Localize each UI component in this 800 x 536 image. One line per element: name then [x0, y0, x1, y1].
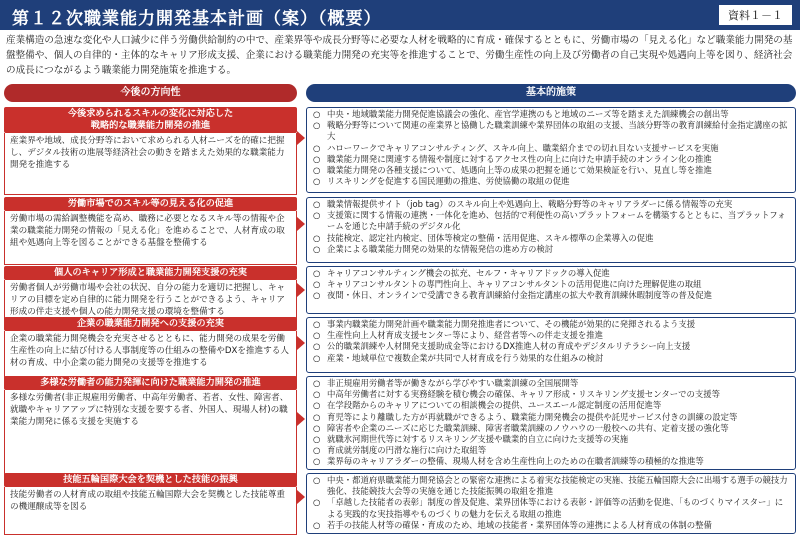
circle-bullet-icon: ○ — [313, 210, 321, 221]
measure-text: 障害者や企業のニーズに応じた職業訓練、障害者職業訓練のノウハウの一般校への共有、定着支援の強化等 — [327, 422, 729, 433]
arrow-right-icon — [297, 412, 305, 426]
measure-item — [311, 353, 791, 364]
circle-bullet-icon: ○ — [313, 519, 321, 530]
direction-heading: 多様な労働者の能力発揮に向けた職業能力開発の推進 — [4, 376, 297, 390]
measure-item — [311, 268, 791, 279]
direction-description: 労働者個人が労働市場や会社の状況、自分の能力を適切に把握し、キャリアの目標を定め自律的に能力開発を行うことができるよう、キャリア形成の伴走支援や個人の能力開発支援の環境を整備する — [4, 280, 297, 327]
measure-item — [311, 389, 791, 400]
circle-bullet-icon: ○ — [313, 120, 321, 131]
measure-text: ハローワークでキャリアコンサルティング、スキル向上、職業紹介までの切れ目ない支援サービスを実施 — [327, 142, 719, 153]
measure-item — [311, 165, 791, 176]
measure-text: キャリアコンサルティング機会の拡充、セルフ・キャリアドックの導入促進 — [327, 268, 610, 278]
measures-block — [306, 266, 796, 314]
measure-item — [311, 341, 791, 352]
measure-text: 産業・地域単位で複数企業が共同で人材育成を行う効果的な仕組みの検討 — [327, 352, 604, 363]
measure-text: 非正規雇用労働者等が働きながら学びやすい職業訓練の全国展開等 — [327, 378, 579, 388]
circle-bullet-icon: ○ — [313, 378, 321, 388]
measure-text: 業界毎のキャリアラダーの整備、現場人材を含め生産性向上のための在職者訓練等の積極的な推進等 — [327, 456, 704, 467]
measure-text: 企業による職業能力開発の効果的な情報発信の進め方の検討 — [327, 243, 554, 254]
circle-bullet-icon: ○ — [313, 165, 321, 176]
measure-text: 戦略分野等について関連の産業界と協働した職業訓練や業界団体の取組の支援、当該分野等の教育訓練給付金指定講座の拡大 — [327, 120, 788, 142]
measure-text: 中高年労働者に対する実務経験を積む機会の確保、キャリア形成・リスキリング支援センターでの支援等 — [327, 389, 720, 400]
measure-item — [311, 290, 791, 301]
measure-item — [311, 109, 791, 120]
direction-description: 技能労働者の人材育成の取組や技能五輪国際大会を契機とした技能尊重の機運醸成等を図る — [4, 487, 297, 535]
measure-item — [311, 143, 791, 154]
measure-text: 公的職業訓練や人材開発支援助成金等におけるDX推進人材の育成やデジタルリテラシー向上支援 — [327, 341, 691, 352]
measure-item — [311, 497, 791, 519]
document-label: 資料１－１ — [719, 5, 792, 25]
measure-text: 職業能力開発に関連する情報や制度に対するアクセス性の向上に向けた申請手続のオンライン化の推進 — [327, 153, 712, 164]
direction-description: 産業界や地域、成長分野等において求められる人材ニーズを的確に把握し、デジタル技術の進展等経済社会の動きを踏まえた効果的な職業能力開発を推進する — [4, 133, 297, 195]
measure-item — [311, 520, 791, 531]
circle-bullet-icon: ○ — [313, 319, 321, 329]
direction-description: 多様な労働者(非正規雇用労働者、中高年労働者、若者、女性、障害者、就職やキャリアアップに特別な支援を要する者、外国人、現場人材)の職業能力開発に係る支援を実施する — [4, 390, 297, 476]
measure-item — [311, 475, 791, 497]
measure-text: 技能検定、認定社内検定、団体等検定の整備・活用促進、スキル標準の企業導入の促進 — [327, 232, 654, 243]
measure-item — [311, 176, 791, 187]
arrow-right-icon — [297, 283, 305, 297]
measure-item — [311, 279, 791, 290]
circle-bullet-icon: ○ — [313, 153, 321, 164]
circle-bullet-icon: ○ — [313, 330, 321, 341]
measure-text: 中央・都道府県職業能力開発協会との緊密な連携による着実な技能検定の実施、技能五輪国際大会に出場する選手の競技力強化、技能競技大会等の実施を通じた技能振興の取組を推進 — [327, 475, 788, 497]
direction-block — [4, 197, 297, 251]
circle-bullet-icon: ○ — [313, 243, 321, 254]
circle-bullet-icon: ○ — [313, 109, 321, 119]
measure-item — [311, 244, 791, 255]
measure-text: 在学段階からのキャリアについての相談機会の提供、ユースエール認定制度の活用促進等 — [327, 400, 662, 411]
measures-block — [306, 197, 796, 263]
measure-item — [311, 154, 791, 165]
measure-text: 就職氷河期世代等に対するリスキリング支援や職業的自立に向けた支援等の実施 — [327, 434, 629, 445]
circle-bullet-icon: ○ — [313, 389, 321, 400]
circle-bullet-icon: ○ — [313, 268, 321, 278]
measure-text: 育成就労制度の円滑な施行に向けた取組等 — [327, 445, 487, 456]
direction-block — [4, 473, 297, 521]
circle-bullet-icon: ○ — [313, 142, 321, 153]
measure-text: 職業能力開発の各種支援について、処遇向上等の成果の把握を通じて効果検証を行い、見直し等を推進 — [327, 165, 712, 176]
measure-text: 職業情報提供サイト（job tag）のスキル向上や処遇向上、戦略分野等のキャリアラダーに係る情報等の充実 — [327, 199, 733, 209]
direction-heading: 個人のキャリア形成と職業能力開発支援の充実 — [4, 266, 297, 280]
circle-bullet-icon: ○ — [313, 475, 321, 485]
measure-text: 生産性向上人材育成支援センター等により、経営者等への伴走支援を推進 — [327, 330, 604, 341]
direction-block — [4, 107, 297, 169]
measure-text: 育児等により離職した方が再就職ができるよう、職業能力開発機会の提供や託児サービス付きの訓練の設定等 — [327, 411, 738, 422]
measure-item — [311, 233, 791, 244]
direction-heading: 技能五輪国際大会を契機とした技能の振興 — [4, 473, 297, 487]
circle-bullet-icon: ○ — [313, 411, 321, 422]
measure-text: リスキリングを促進する国民運動の推進、労使協働の取組の促進 — [327, 176, 570, 187]
measures-block — [306, 473, 796, 534]
circle-bullet-icon: ○ — [313, 422, 321, 433]
direction-description: 労働市場の需給調整機能を高め、職務に必要となるスキル等の情報や企業の職業能力開発の情報の「見える化」を進めることで、人材育成の取組や処遇向上等を図ることができる基盤を整備する — [4, 211, 297, 265]
column-header-direction: 今後の方向性 — [4, 84, 297, 102]
arrow-right-icon — [297, 217, 305, 231]
circle-bullet-icon: ○ — [313, 199, 321, 209]
measure-item — [311, 434, 791, 445]
circle-bullet-icon: ○ — [313, 445, 321, 456]
measures-block — [306, 376, 796, 470]
direction-block — [4, 266, 297, 317]
column-header-measures: 基本的施策 — [306, 84, 796, 102]
circle-bullet-icon: ○ — [313, 290, 321, 301]
circle-bullet-icon: ○ — [313, 400, 321, 411]
measure-text: 事業内職業能力開発計画や職業能力開発推進者について、その機能が効果的に発揮されるよう支援 — [327, 319, 696, 329]
intro-paragraph: 産業構造の急速な変化や人口減少に伴う労働供給制約の中で、産業界等や成長分野等に必要な人材を戦略的に育成・確保するとともに、労働市場の「見える化」など職業能力開発の基盤整備や、個人の自律的・主体的なキャリア形成支援、企業における職業能力開発の充実等を推進することで、労働生産性の向上及び労働者の自己実現や処遇向上等を図り、経済社会の成長につながるよう職業能力開発施策を推進する。 — [6, 35, 793, 76]
direction-description: 企業の職業能力開発機会を充実させるとともに、能力開発の成果を労働生産性の向上に結び付ける人事制度等の仕組みの整備やDXを推進する人材の育成、中小企業の能力開発の支援等を推進する — [4, 331, 297, 383]
measure-item — [311, 412, 791, 423]
circle-bullet-icon: ○ — [313, 176, 321, 187]
circle-bullet-icon: ○ — [313, 456, 321, 467]
measure-item — [311, 456, 791, 467]
measure-item — [311, 319, 791, 330]
page-title: 第１２次職業能力開発基本計画（案）（概要） — [12, 9, 382, 29]
arrow-right-icon — [297, 336, 305, 350]
arrow-right-icon — [297, 490, 305, 504]
measures-block — [306, 317, 796, 373]
circle-bullet-icon: ○ — [313, 279, 321, 290]
direction-heading: 労働市場でのスキル等の見える化の促進 — [4, 197, 297, 211]
measure-item — [311, 210, 791, 232]
measure-item — [311, 423, 791, 434]
direction-block — [4, 376, 297, 462]
title-bar — [0, 0, 800, 30]
direction-block — [4, 317, 297, 369]
measure-item — [311, 330, 791, 341]
measure-text: 支援策に関する情報の連携・一体化を進め、包括的で利便性の高いプラットフォームを構築するとともに、当プラットフォームを通じた申請手続のデジタル化 — [327, 210, 786, 232]
measures-block — [306, 107, 796, 193]
measure-text: キャリアコンサルタントの専門性向上、キャリアコンサルタントの活用促進に向けた理解促進の取組 — [327, 279, 702, 290]
measure-text: 若手の技能人材等の確保・育成のため、地域の技能者・業界団体等の連携による人材育成の体制の整備 — [327, 519, 712, 530]
circle-bullet-icon: ○ — [313, 341, 321, 352]
arrow-right-icon — [297, 131, 305, 145]
circle-bullet-icon: ○ — [313, 497, 321, 508]
measure-item — [311, 199, 791, 210]
direction-heading: 今後求められるスキルの変化に対応した 戦略的な職業能力開発の推進 — [4, 107, 297, 133]
circle-bullet-icon: ○ — [313, 352, 321, 363]
measure-item — [311, 120, 791, 142]
circle-bullet-icon: ○ — [313, 232, 321, 243]
direction-heading: 企業の職業能力開発への支援の充実 — [4, 317, 297, 331]
measure-item — [311, 400, 791, 411]
circle-bullet-icon: ○ — [313, 434, 321, 445]
measure-text: 夜間・休日、オンラインで受講できる教育訓練給付金指定講座の拡大や教育訓練休暇制度等の普及促進 — [327, 290, 712, 301]
measure-item — [311, 445, 791, 456]
measure-text: 中央・地域職業能力開発促進協議会の強化、産官学連携のもと地域のニーズ等を踏まえた訓練機会の創出等 — [327, 109, 729, 119]
measure-text: 「卓越した技能者の表彰」制度の普及促進、業界団体等における表彰・評価等の活動を促進、「ものづくりマイスター」による実践的な実技指導やものづくりの魅力を伝える取組の推進 — [327, 497, 784, 519]
measure-item — [311, 378, 791, 389]
